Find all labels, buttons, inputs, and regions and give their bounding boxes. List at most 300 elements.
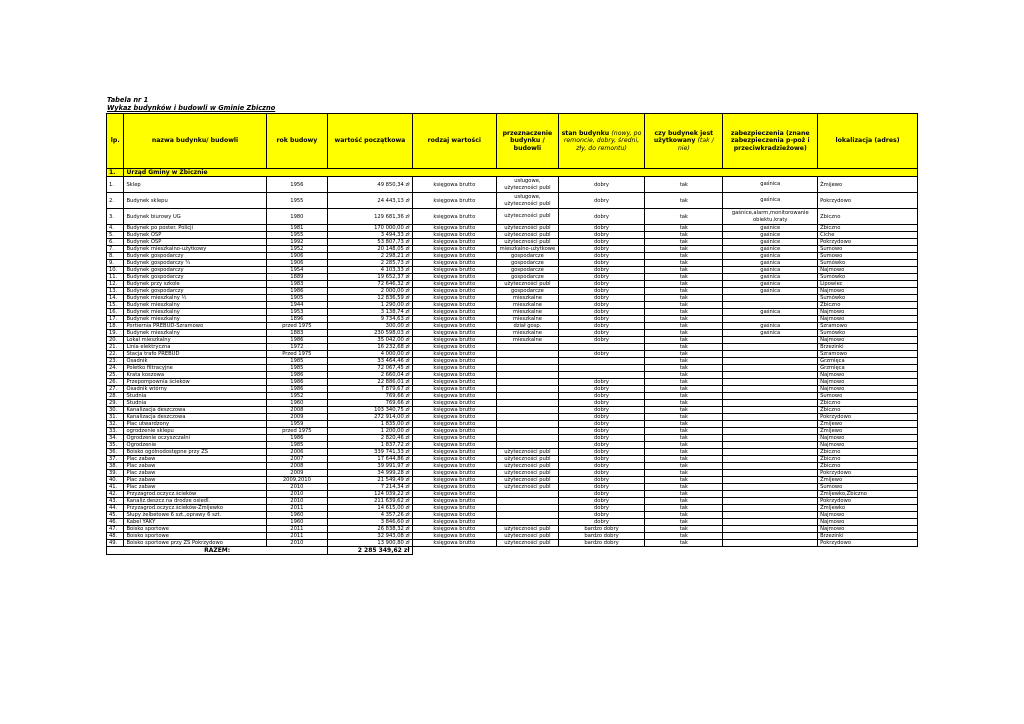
cell-name: Kabel YAKY [124, 519, 266, 526]
cell-lp: 31. [107, 414, 124, 421]
cell-state: dobry [558, 209, 644, 225]
table-row [107, 393, 918, 400]
cell-name: Budynek mieszkalny [124, 316, 266, 323]
cell-year: 1983 [266, 281, 328, 288]
cell-security [723, 498, 818, 505]
header-year: rok budowy [266, 114, 328, 169]
cell-location: Żmijewko [818, 505, 918, 512]
cell-name: Boisko sportowe przy ZS Pokrzydowo [124, 540, 266, 547]
cell-security [723, 526, 818, 533]
cell-purpose: użyteczności publ [497, 526, 559, 533]
cell-lp: 25. [107, 372, 124, 379]
cell-lp: 45. [107, 512, 124, 519]
cell-lp: 2. [107, 193, 124, 209]
cell-value: 7 879,67 zł [328, 386, 412, 393]
cell-purpose: gospodarcze [497, 267, 559, 274]
cell-value-type: księgowa brutto [412, 365, 496, 372]
cell-location: Najmowo [818, 379, 918, 386]
cell-purpose [497, 491, 559, 498]
cell-state: dobry [558, 239, 644, 246]
cell-in-use: tak [645, 177, 723, 193]
cell-state [558, 358, 644, 365]
cell-value-type: księgowa brutto [412, 239, 496, 246]
cell-lp: 7. [107, 246, 124, 253]
cell-value-type: księgowa brutto [412, 209, 496, 225]
cell-value-type: księgowa brutto [412, 358, 496, 365]
cell-in-use: tak [645, 239, 723, 246]
cell-year: 1906 [266, 253, 328, 260]
table-row [107, 177, 918, 193]
cell-year: 1986 [266, 372, 328, 379]
cell-purpose [497, 372, 559, 379]
cell-value-type: księgowa brutto [412, 386, 496, 393]
cell-year: 1883 [266, 330, 328, 337]
cell-state: dobry [558, 232, 644, 239]
cell-in-use: tak [645, 209, 723, 225]
cell-security [723, 442, 818, 449]
cell-state: dobry [558, 386, 644, 393]
cell-name: Stacja trafo PREBUD [124, 351, 266, 358]
cell-in-use: tak [645, 463, 723, 470]
table-row [107, 295, 918, 302]
table-row [107, 288, 918, 295]
header-location: lokalizacja (adres) [818, 114, 918, 169]
table-row [107, 302, 918, 309]
cell-state: dobry [558, 288, 644, 295]
cell-security [723, 400, 818, 407]
cell-lp: 5. [107, 232, 124, 239]
cell-state: dobry [558, 456, 644, 463]
cell-purpose [497, 393, 559, 400]
cell-name: Ogrodzenie [124, 442, 266, 449]
cell-value: 272 914,00 zł [328, 414, 412, 421]
cell-location: Sumowo [818, 484, 918, 491]
cell-year: 2010 [266, 498, 328, 505]
cell-lp: 15. [107, 302, 124, 309]
table-row [107, 365, 918, 372]
table-row [107, 274, 918, 281]
cell-name: Budynek mieszkalny ½ [124, 295, 266, 302]
cell-year: 2011 [266, 533, 328, 540]
cell-name: Kanaliz.deszcz.na drodze osiedl. [124, 498, 266, 505]
cell-value-type: księgowa brutto [412, 400, 496, 407]
buildings-table [106, 113, 918, 555]
cell-name: Plac zabaw [124, 477, 266, 484]
cell-value: 22 886,01 zł [328, 379, 412, 386]
cell-lp: 36. [107, 449, 124, 456]
cell-purpose [497, 421, 559, 428]
cell-year: 1952 [266, 246, 328, 253]
cell-purpose: dział gosp. [497, 323, 559, 330]
cell-state: dobry [558, 428, 644, 435]
cell-lp: 17. [107, 316, 124, 323]
cell-value-type: księgowa brutto [412, 193, 496, 209]
cell-purpose [497, 358, 559, 365]
cell-value-type: księgowa brutto [412, 260, 496, 267]
cell-in-use: tak [645, 288, 723, 295]
cell-state: dobry [558, 193, 644, 209]
table-row [107, 512, 918, 519]
cell-value-type: księgowa brutto [412, 477, 496, 484]
cell-security [723, 407, 818, 414]
cell-lp: 37. [107, 456, 124, 463]
cell-location: Sumowo [818, 246, 918, 253]
cell-year: 1955 [266, 193, 328, 209]
total-label: RAZEM: [107, 547, 328, 555]
cell-value: 16 232,68 zł [328, 344, 412, 351]
cell-year: 1960 [266, 519, 328, 526]
cell-in-use: tak [645, 498, 723, 505]
header-in-use [645, 114, 723, 169]
cell-year: 1985 [266, 442, 328, 449]
cell-location: Zbiczno [818, 400, 918, 407]
cell-state: dobry [558, 225, 644, 232]
cell-name: Budynek po poster. Policji [124, 225, 266, 232]
cell-name: Budynek przy szkole [124, 281, 266, 288]
cell-lp: 33. [107, 428, 124, 435]
cell-in-use: tak [645, 337, 723, 344]
cell-state: dobry [558, 498, 644, 505]
cell-state: dobry [558, 491, 644, 498]
cell-name: Budynek gospodarczy [124, 288, 266, 295]
cell-location: Pokrzydowo [818, 470, 918, 477]
cell-lp: 49. [107, 540, 124, 547]
table-row [107, 323, 918, 330]
cell-name: Studnia [124, 400, 266, 407]
cell-value: 1 835,00 zł [328, 421, 412, 428]
header-value-type: rodzaj wartości [412, 114, 496, 169]
cell-location: Brzezinki [818, 533, 918, 540]
cell-in-use: tak [645, 540, 723, 547]
cell-in-use: tak [645, 400, 723, 407]
cell-year: 1980 [266, 209, 328, 225]
cell-security [723, 365, 818, 372]
cell-name: Poletko filtracyjne [124, 365, 266, 372]
cell-value: 49 850,34 zł [328, 177, 412, 193]
cell-state: dobry [558, 442, 644, 449]
cell-year: przed 1975 [266, 323, 328, 330]
cell-security [723, 470, 818, 477]
cell-purpose [497, 442, 559, 449]
cell-in-use: tak [645, 351, 723, 358]
cell-purpose: użyteczności publ [497, 533, 559, 540]
cell-value: 230 598,03 zł [328, 330, 412, 337]
cell-value: 3 846,60 zł [328, 519, 412, 526]
cell-in-use: tak [645, 379, 723, 386]
cell-value-type: księgowa brutto [412, 232, 496, 239]
cell-value-type: księgowa brutto [412, 274, 496, 281]
cell-purpose [497, 428, 559, 435]
cell-purpose: gospodarcze [497, 274, 559, 281]
total-value: 2 285 349,62 zł [328, 547, 412, 555]
cell-lp: 22. [107, 351, 124, 358]
cell-value-type: księgowa brutto [412, 253, 496, 260]
cell-state: dobry [558, 316, 644, 323]
cell-purpose [497, 498, 559, 505]
cell-in-use: tak [645, 281, 723, 288]
cell-year: 2006 [266, 449, 328, 456]
table-row [107, 428, 918, 435]
cell-security [723, 358, 818, 365]
cell-purpose: użyteczności publ [497, 232, 559, 239]
cell-name: Ogrodzenie oczyszczalni [124, 435, 266, 442]
cell-security: gaśnica [723, 274, 818, 281]
table-row [107, 442, 918, 449]
cell-in-use: tak [645, 505, 723, 512]
cell-lp: 11. [107, 274, 124, 281]
cell-value-type: księgowa brutto [412, 267, 496, 274]
cell-year: 1954 [266, 267, 328, 274]
cell-security: gaśnica [723, 177, 818, 193]
cell-security: gaśnice [723, 239, 818, 246]
cell-location: Najmowo [818, 309, 918, 316]
cell-purpose: gospodarcze [497, 253, 559, 260]
cell-state: dobry [558, 337, 644, 344]
cell-year: 1959 [266, 421, 328, 428]
cell-lp: 34. [107, 435, 124, 442]
cell-in-use: tak [645, 309, 723, 316]
cell-location: Zbiczno [818, 456, 918, 463]
cell-name: Przyzagrod.oczycz.ścieków-Żmijewko [124, 505, 266, 512]
cell-value-type: księgowa brutto [412, 540, 496, 547]
cell-security: gaśnica [723, 260, 818, 267]
cell-lp: 42. [107, 491, 124, 498]
cell-security [723, 519, 818, 526]
cell-security [723, 463, 818, 470]
cell-security [723, 295, 818, 302]
table-row [107, 519, 918, 526]
cell-value-type: księgowa brutto [412, 316, 496, 323]
table-row [107, 435, 918, 442]
cell-year: 1986 [266, 435, 328, 442]
cell-value-type: księgowa brutto [412, 288, 496, 295]
table-row [107, 281, 918, 288]
cell-security [723, 414, 818, 421]
cell-purpose [497, 379, 559, 386]
table-row [107, 309, 918, 316]
cell-year: 1906 [266, 260, 328, 267]
cell-state: dobry [558, 379, 644, 386]
cell-value: 39 991,97 zł [328, 463, 412, 470]
cell-security: gaśnica [723, 281, 818, 288]
cell-security: gaśnice,alarm,monitorowanie obiektu,kraty [723, 209, 818, 225]
cell-year: 1986 [266, 337, 328, 344]
header-state-main: stan budynku [561, 129, 610, 137]
cell-name: Osadnik wtórny [124, 386, 266, 393]
cell-value-type: księgowa brutto [412, 491, 496, 498]
cell-year: 1992 [266, 239, 328, 246]
cell-value: 21 549,49 zł [328, 477, 412, 484]
cell-year: 2010 [266, 484, 328, 491]
cell-location: Najmowo [818, 386, 918, 393]
cell-name: Linia elektryczna [124, 344, 266, 351]
cell-purpose [497, 512, 559, 519]
cell-value-type: księgowa brutto [412, 330, 496, 337]
cell-name: Budynek mieszkalny [124, 309, 266, 316]
cell-value: 4 357,26 zł [328, 512, 412, 519]
cell-location: Zbiczno [818, 449, 918, 456]
cell-state: dobry [558, 400, 644, 407]
cell-location: Pokrzydowo [818, 193, 918, 209]
cell-value: 32 943,08 zł [328, 533, 412, 540]
cell-purpose: mieszkalne [497, 337, 559, 344]
table-row [107, 330, 918, 337]
table-row [107, 316, 918, 323]
cell-location: Grzmięca [818, 358, 918, 365]
cell-purpose: mieszkalne [497, 330, 559, 337]
cell-purpose: użyteczności publ [497, 239, 559, 246]
cell-year: 2008 [266, 407, 328, 414]
header-row [107, 114, 918, 169]
cell-name: Plac zabaw [124, 456, 266, 463]
cell-state: dobry [558, 449, 644, 456]
cell-security [723, 302, 818, 309]
cell-value: 20 148,05 zł [328, 246, 412, 253]
cell-security [723, 484, 818, 491]
cell-location: Najmowo [818, 442, 918, 449]
cell-in-use: tak [645, 512, 723, 519]
cell-security [723, 421, 818, 428]
cell-lp: 4. [107, 225, 124, 232]
cell-lp: 13. [107, 288, 124, 295]
cell-purpose [497, 400, 559, 407]
cell-value-type: księgowa brutto [412, 505, 496, 512]
cell-lp: 39. [107, 470, 124, 477]
cell-value-type: księgowa brutto [412, 372, 496, 379]
cell-security [723, 428, 818, 435]
cell-location: Żmijewo [818, 177, 918, 193]
cell-in-use: tak [645, 193, 723, 209]
cell-location: Najmowo [818, 337, 918, 344]
cell-purpose: użyteczności publ [497, 540, 559, 547]
cell-value-type: księgowa brutto [412, 519, 496, 526]
header-in-use-main: czy budynek jest użytkowany [653, 129, 714, 145]
cell-lp: 48. [107, 533, 124, 540]
cell-year: 1956 [266, 177, 328, 193]
cell-security: gaśnica [723, 288, 818, 295]
cell-lp: 41. [107, 484, 124, 491]
cell-purpose: użyteczności publ [497, 470, 559, 477]
cell-value-type: księgowa brutto [412, 177, 496, 193]
cell-location: Najmowo [818, 519, 918, 526]
cell-value-type: księgowa brutto [412, 421, 496, 428]
cell-in-use: tak [645, 470, 723, 477]
table-row [107, 414, 918, 421]
cell-name: Słupy żelbetowe 6 szt.,oprawy 6 szt. [124, 512, 266, 519]
cell-state: bardzo dobry [558, 526, 644, 533]
cell-purpose [497, 344, 559, 351]
cell-value: 300,00 zł [328, 323, 412, 330]
cell-lp: 29. [107, 400, 124, 407]
cell-year: 1972 [266, 344, 328, 351]
table-row [107, 400, 918, 407]
table-row [107, 232, 918, 239]
cell-security [723, 372, 818, 379]
cell-in-use: tak [645, 484, 723, 491]
cell-security: gaśnice [723, 225, 818, 232]
cell-purpose: mieszkalne [497, 295, 559, 302]
cell-value-type: księgowa brutto [412, 414, 496, 421]
cell-in-use: tak [645, 456, 723, 463]
cell-value-type: księgowa brutto [412, 351, 496, 358]
cell-state: dobry [558, 512, 644, 519]
cell-state: dobry [558, 260, 644, 267]
cell-in-use: tak [645, 435, 723, 442]
cell-lp: 14. [107, 295, 124, 302]
cell-value-type: księgowa brutto [412, 428, 496, 435]
cell-purpose [497, 351, 559, 358]
cell-value: 2 285,73 zł [328, 260, 412, 267]
cell-state: dobry [558, 393, 644, 400]
table-row [107, 246, 918, 253]
cell-year: 2009,2010 [266, 477, 328, 484]
cell-name: Boisko sportowe [124, 526, 266, 533]
cell-name: Budynek sklepu [124, 193, 266, 209]
table-row [107, 491, 918, 498]
cell-state: dobry [558, 267, 644, 274]
cell-purpose [497, 519, 559, 526]
table-row [107, 379, 918, 386]
cell-security [723, 337, 818, 344]
cell-name: Sklep [124, 177, 266, 193]
cell-value: 72 646,32 zł [328, 281, 412, 288]
cell-value: 211 639,62 zł [328, 498, 412, 505]
cell-state: bardzo dobry [558, 540, 644, 547]
cell-purpose [497, 365, 559, 372]
cell-location: Żmijewo [818, 421, 918, 428]
cell-state [558, 372, 644, 379]
cell-in-use: tak [645, 477, 723, 484]
cell-location: Zbiczno [818, 302, 918, 309]
table-row [107, 253, 918, 260]
cell-location: Najmowo [818, 372, 918, 379]
cell-purpose [497, 407, 559, 414]
cell-in-use: tak [645, 519, 723, 526]
cell-location: Zbiczno [818, 209, 918, 225]
cell-value: 19 652,37 zł [328, 274, 412, 281]
cell-security [723, 386, 818, 393]
table-row [107, 386, 918, 393]
cell-in-use: tak [645, 295, 723, 302]
header-value: wartość początkowa [328, 114, 412, 169]
cell-location: Szramowo [818, 351, 918, 358]
cell-value: 33 464,46 zł [328, 358, 412, 365]
header-in-use-note: (tak / nie) [677, 137, 714, 152]
cell-location: Sumówko [818, 260, 918, 267]
cell-lp: 21. [107, 344, 124, 351]
cell-value: 4 000,00 zł [328, 351, 412, 358]
cell-in-use: tak [645, 344, 723, 351]
cell-in-use: tak [645, 393, 723, 400]
cell-year: 1953 [266, 309, 328, 316]
table-row [107, 351, 918, 358]
cell-lp: 3. [107, 209, 124, 225]
cell-location: Pokrzydowo [818, 540, 918, 547]
table-row [107, 505, 918, 512]
cell-name: Budynek mieszkalno-użytkowy [124, 246, 266, 253]
cell-year: 2010 [266, 540, 328, 547]
cell-value: 17 644,86 zł [328, 456, 412, 463]
cell-security: gaśnica [723, 253, 818, 260]
cell-value: 2 820,46 zł [328, 435, 412, 442]
cell-purpose: gospodarcze [497, 288, 559, 295]
cell-lp: 18. [107, 323, 124, 330]
cell-year: 2009 [266, 470, 328, 477]
cell-value-type: księgowa brutto [412, 225, 496, 232]
cell-lp: 10. [107, 267, 124, 274]
cell-lp: 40. [107, 477, 124, 484]
cell-location: Pokrzydowo [818, 239, 918, 246]
